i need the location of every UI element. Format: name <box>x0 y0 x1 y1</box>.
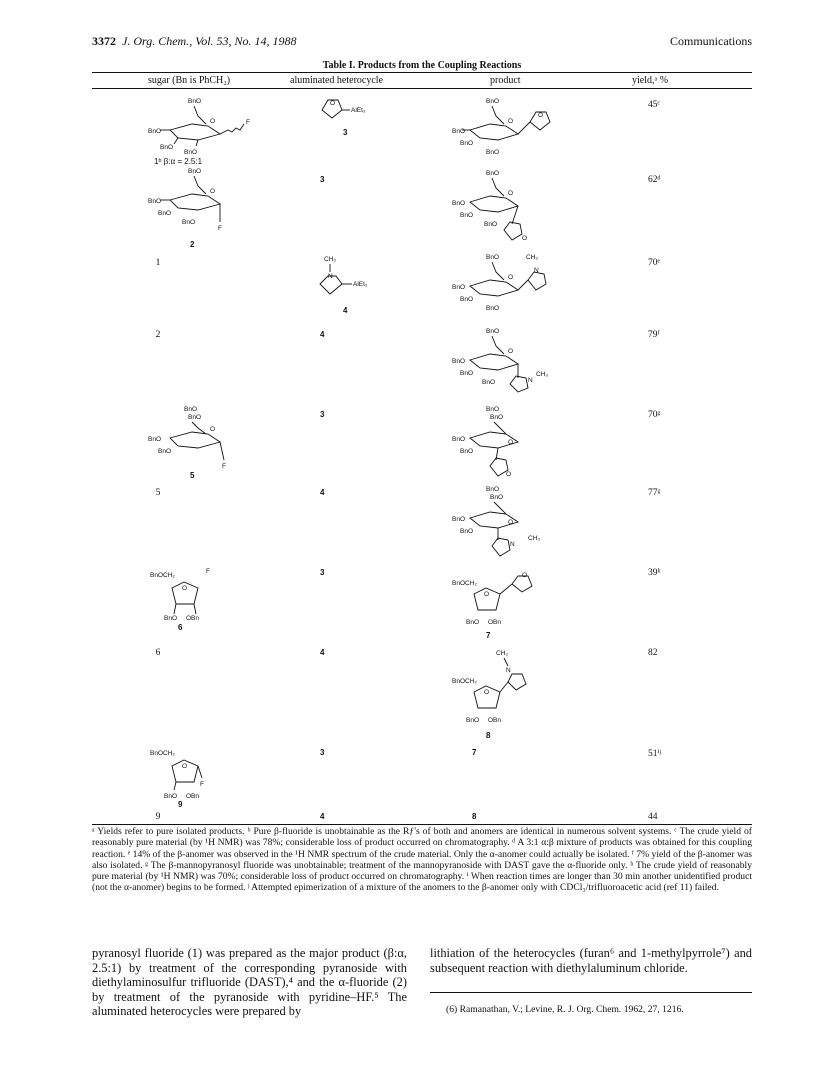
svg-text:CH₃: CH₃ <box>324 256 337 263</box>
svg-text:O: O <box>522 235 528 242</box>
svg-text:BnO: BnO <box>148 198 162 205</box>
structure-product-row3 <box>452 252 562 314</box>
svg-text:BnO: BnO <box>482 379 496 386</box>
svg-text:N: N <box>506 667 511 674</box>
table-top-rule <box>92 72 752 73</box>
svg-text:BnO: BnO <box>188 98 202 105</box>
footnote-text: ᵃ Yields refer to pure isolated products. ᵇ Pure β-fluoride is unobtainable as the Rƒ's of both and anomers are identical in numerous solvent systems. ᶜ The crude yield of reasonably pure material (by ¹H NMR) was 78%; considerable loss of product occurred on chromatography. ᵈ A 3:1 α:β mixture of products was obtained for this coupling reaction. ᵉ 14% of the β-anomer was observed in the ¹H NMR spectrum of the crude material. Only the α-anomer could actually be isolated. ᶠ 7% yield of the β-anomer was also isolated. ᵍ The β-mannopyranosyl fluoride was unobtainable; treatment of the mannopyranoside with DAST gave the α-fluoride only. ʰ The crude yield of reasonably pure material (by ¹H NMR) was 70%; considerable loss of product occurred on chromatography. ⁱ When reaction times are longer than 30 min another unidentified product (not the α-anomer) begins to be formed. ʲ Attempted epimerization of a mixture of the anomers to the β-anomer only with CDCl₃/trifluoroacetic acid (ref 11) failed. <box>92 826 752 894</box>
svg-text:F: F <box>206 568 210 575</box>
col-head-heterocycle: aluminated heterocycle <box>290 75 384 86</box>
sugar-2-label: 2 <box>190 240 195 249</box>
svg-text:O: O <box>210 188 216 195</box>
svg-text:BnO: BnO <box>164 615 178 622</box>
structure-sugar-5 <box>148 404 258 476</box>
svg-text:F: F <box>246 119 250 126</box>
svg-text:BnO: BnO <box>158 210 172 217</box>
svg-text:BnO: BnO <box>188 168 202 175</box>
sugar-1-label: 1ᵇ β:α = 2.5:1 <box>154 157 203 166</box>
svg-text:BnO: BnO <box>452 358 466 365</box>
svg-text:BnO: BnO <box>466 619 480 626</box>
table-title: Table I. Products from the Coupling Reactions <box>322 60 522 71</box>
svg-text:BnO: BnO <box>460 528 474 535</box>
svg-text:BnO: BnO <box>452 436 466 443</box>
svg-text:BnO: BnO <box>486 328 500 335</box>
reagent-row4: 4 <box>320 330 325 339</box>
svg-text:BnO: BnO <box>148 128 162 135</box>
svg-text:O: O <box>484 591 490 598</box>
svg-text:O: O <box>182 585 188 592</box>
svg-text:AlEt₂: AlEt₂ <box>353 281 368 288</box>
svg-text:OBn: OBn <box>186 615 200 622</box>
yield-row-4: 79ᶠ <box>648 330 660 340</box>
table-bottom-rule <box>92 824 752 825</box>
svg-text:CH₃: CH₃ <box>526 254 539 261</box>
structure-product-row1 <box>452 96 562 158</box>
reagent-row7: 3 <box>320 568 325 577</box>
svg-text:O: O <box>508 439 514 446</box>
reagent-3-label: 3 <box>343 128 348 137</box>
svg-text:BnOCH₂: BnOCH₂ <box>150 750 175 757</box>
svg-text:OBn: OBn <box>488 619 502 626</box>
col-head-yield: yield,ᵃ % <box>632 75 669 86</box>
svg-text:BnO: BnO <box>490 494 504 501</box>
svg-text:BnO: BnO <box>466 717 480 724</box>
product-row9: 7 <box>472 748 477 757</box>
structure-product-row6 <box>452 484 572 566</box>
svg-text:BnO: BnO <box>164 793 178 800</box>
svg-text:F: F <box>200 781 204 788</box>
sugar-9-label: 9 <box>178 800 183 809</box>
svg-text:BnO: BnO <box>160 144 174 151</box>
reagent-row8: 4 <box>320 648 325 657</box>
page-number: 3372 <box>92 34 116 48</box>
svg-text:BnO: BnO <box>460 370 474 377</box>
svg-text:BnO: BnO <box>460 212 474 219</box>
table-footnotes <box>92 826 752 894</box>
body-column-2: lithiation of the heterocycles (furan⁶ and 1-methylpyrrole⁷) and subsequent reaction with diethylaluminum chloride. <box>430 946 752 975</box>
svg-text:O: O <box>508 190 514 197</box>
svg-text:O: O <box>506 471 512 478</box>
yield-row-7: 39ʰ <box>648 568 661 578</box>
sugar-5-label: 5 <box>190 471 195 480</box>
svg-text:BnOCH₂: BnOCH₂ <box>452 580 477 587</box>
svg-text:O: O <box>182 763 188 770</box>
svg-text:O: O <box>508 519 514 526</box>
svg-text:O: O <box>522 572 528 579</box>
svg-text:BnO: BnO <box>486 149 500 156</box>
svg-text:O: O <box>508 348 514 355</box>
sugar-6-label: 6 <box>178 623 183 632</box>
svg-text:BnO: BnO <box>184 406 198 413</box>
yield-row-5: 70ᵍ <box>648 410 661 420</box>
svg-text:BnO: BnO <box>460 296 474 303</box>
svg-text:BnO: BnO <box>184 149 198 156</box>
reagent-4-label: 4 <box>343 306 348 315</box>
svg-text:BnO: BnO <box>486 98 500 105</box>
table-header-rule <box>92 88 752 89</box>
svg-text:BnO: BnO <box>486 486 500 493</box>
svg-text:BnO: BnO <box>460 140 474 147</box>
svg-text:BnO: BnO <box>486 305 500 312</box>
yield-row-9: 51ⁱʲ <box>648 749 661 759</box>
col-head-product: product <box>490 75 521 86</box>
svg-text:BnO: BnO <box>490 414 504 421</box>
svg-text:CH₃: CH₃ <box>536 371 549 378</box>
structure-product-7 <box>452 568 552 628</box>
svg-text:BnOCH₂: BnOCH₂ <box>452 678 477 685</box>
structure-sugar-9 <box>150 744 230 800</box>
svg-text:BnO: BnO <box>452 200 466 207</box>
svg-text:BnO: BnO <box>486 254 500 261</box>
svg-text:BnO: BnO <box>460 448 474 455</box>
svg-text:O: O <box>484 689 490 696</box>
reference-6: (6) Ramanathan, V.; Levine, R. J. Org. Chem. 1962, 27, 1216. <box>446 1004 684 1015</box>
journal-citation: J. Org. Chem., Vol. 53, No. 14, 1988 <box>122 34 297 48</box>
reagent-row2: 3 <box>320 175 325 184</box>
svg-text:N: N <box>328 273 333 280</box>
svg-text:BnO: BnO <box>452 516 466 523</box>
sugar-row4: 2 <box>155 330 161 340</box>
structure-sugar-1 <box>148 96 258 156</box>
svg-text:AlEt₂: AlEt₂ <box>351 107 366 114</box>
reference-rule <box>430 992 752 993</box>
svg-text:BnO: BnO <box>182 219 196 226</box>
structure-sugar-2 <box>148 166 258 238</box>
reagent-row10: 4 <box>320 812 325 821</box>
reagent-row5: 3 <box>320 410 325 419</box>
structure-product-row5 <box>452 404 562 486</box>
svg-text:BnO: BnO <box>452 128 466 135</box>
svg-text:O: O <box>330 100 336 107</box>
svg-text:N: N <box>534 267 539 274</box>
structure-reagent-3 <box>318 96 378 126</box>
sugar-row8: 6 <box>155 648 161 658</box>
svg-text:F: F <box>218 225 222 232</box>
structure-product-8 <box>452 646 552 726</box>
svg-text:BnO: BnO <box>188 414 202 421</box>
svg-text:OBn: OBn <box>186 793 200 800</box>
product-7-label: 7 <box>486 631 491 640</box>
structure-reagent-4 <box>312 254 392 306</box>
svg-text:O: O <box>508 274 514 281</box>
svg-text:BnO: BnO <box>148 436 162 443</box>
svg-text:O: O <box>210 426 216 433</box>
svg-text:BnO: BnO <box>158 448 172 455</box>
svg-text:BnO: BnO <box>484 221 498 228</box>
running-header <box>92 34 752 50</box>
body-column-1: pyranosyl fluoride (1) was prepared as the major product (β:α, 2.5:1) by treatment of the corresponding pyranoside with diethylaminosulfur trifluoride (DAST),⁴ and the α-fluoride (2) by treatment of the pyranoside with pyridine–HF.⁵ The aluminated heterocycles were prepared by <box>92 946 407 1019</box>
sugar-row10: 9 <box>155 812 161 822</box>
product-8-label: 8 <box>486 731 491 740</box>
structure-product-row2 <box>452 168 562 250</box>
sugar-row6: 5 <box>155 488 161 498</box>
col-head-sugar: sugar (Bn is PhCH₂) <box>148 75 231 86</box>
yield-row-2: 62ᵈ <box>648 175 661 185</box>
structure-sugar-6 <box>150 566 240 622</box>
yield-row-6: 77ᵍ <box>648 488 661 498</box>
svg-text:OBn: OBn <box>488 717 502 724</box>
sugar-row3: 1 <box>155 258 161 268</box>
svg-text:O: O <box>210 118 216 125</box>
svg-text:CH₃: CH₃ <box>496 650 509 657</box>
product-row10: 8 <box>472 812 477 821</box>
yield-row-10: 44 <box>648 812 658 822</box>
yield-row-1: 45ᶜ <box>648 100 660 110</box>
svg-text:BnO: BnO <box>486 406 500 413</box>
yield-row-8: 82 <box>648 648 658 658</box>
section-name: Communications <box>670 34 752 48</box>
svg-text:CH₃: CH₃ <box>528 535 541 542</box>
header-citation <box>92 34 297 49</box>
svg-text:BnO: BnO <box>486 170 500 177</box>
reagent-row6: 4 <box>320 488 325 497</box>
reagent-row9: 3 <box>320 748 325 757</box>
svg-text:N: N <box>510 541 515 548</box>
structure-product-row4 <box>452 326 572 396</box>
svg-text:BnOCH₂: BnOCH₂ <box>150 572 175 579</box>
svg-text:N: N <box>528 377 533 384</box>
svg-text:BnO: BnO <box>452 284 466 291</box>
svg-text:O: O <box>508 118 514 125</box>
svg-text:F: F <box>222 463 226 470</box>
yield-row-3: 70ᵉ <box>648 258 660 268</box>
svg-text:O: O <box>538 112 544 119</box>
